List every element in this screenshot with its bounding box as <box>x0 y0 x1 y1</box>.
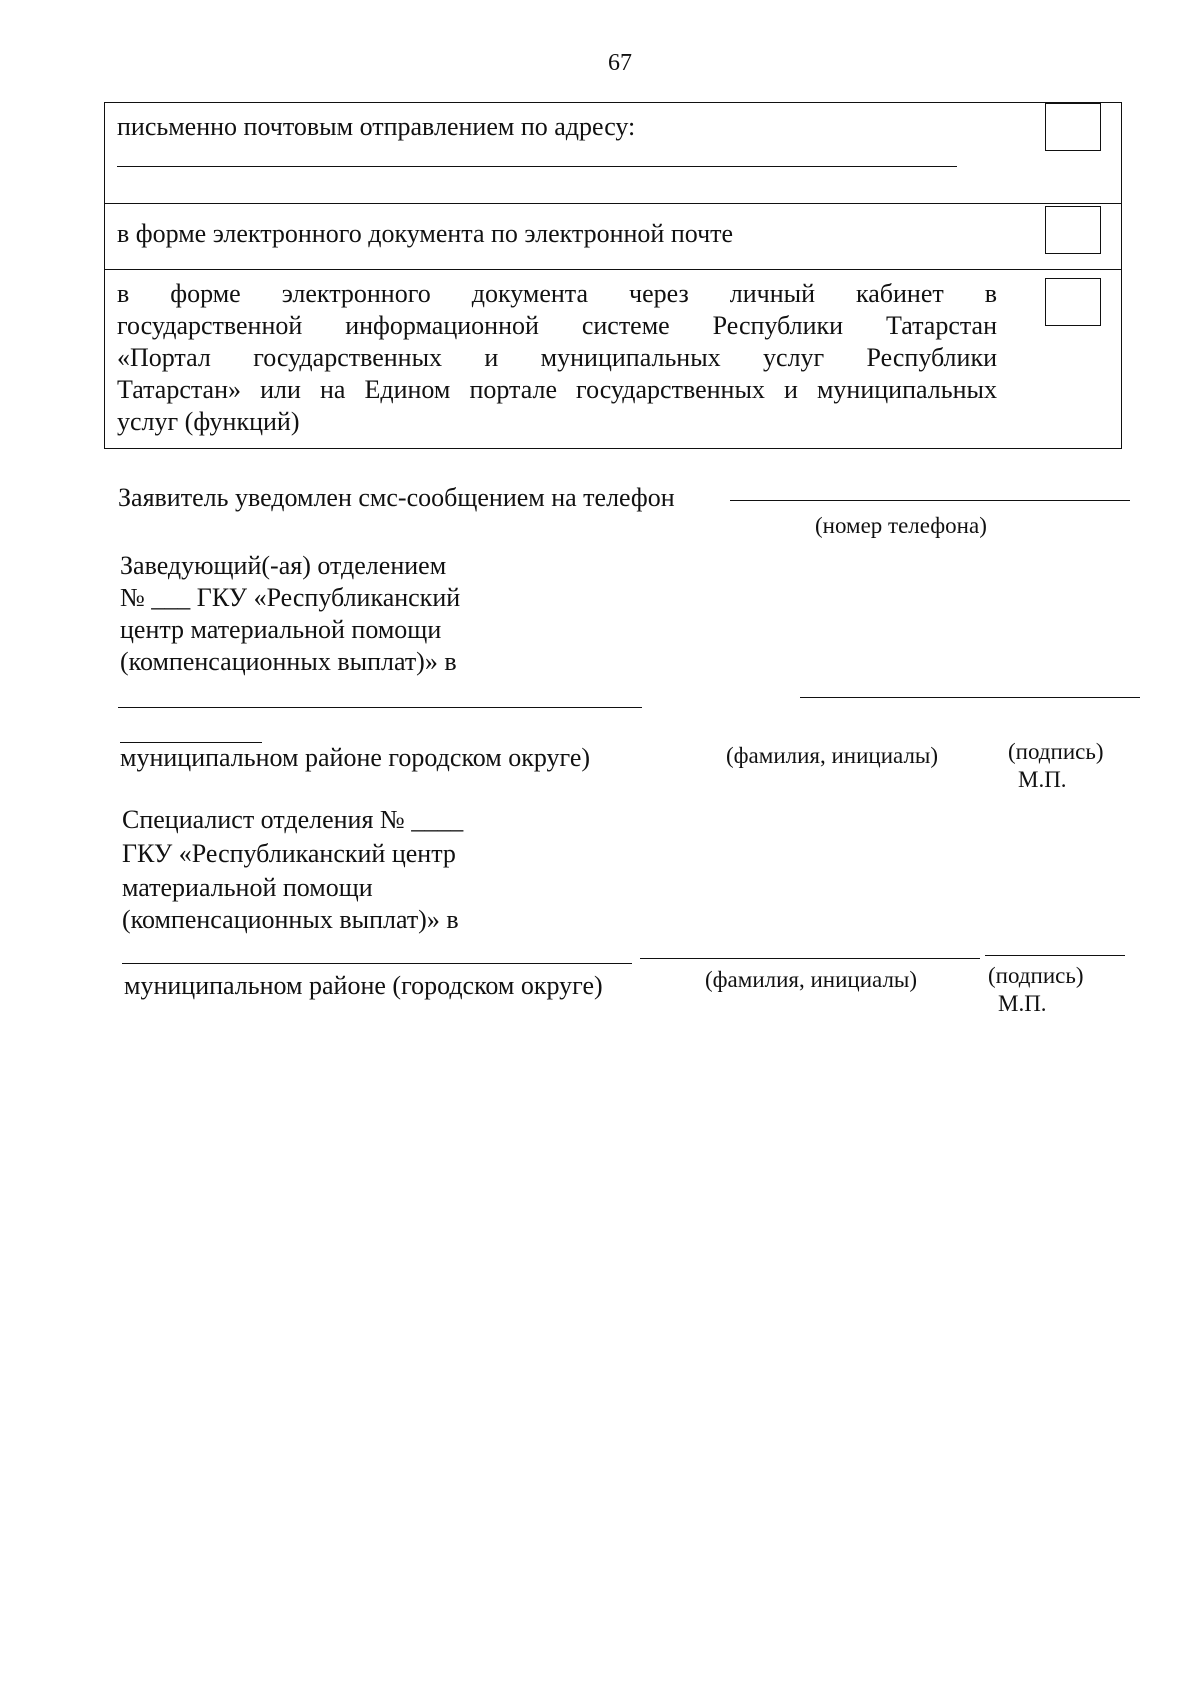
specialist-title-line: Специалист отделения № ____ <box>122 805 464 834</box>
checkbox-postal[interactable] <box>1045 103 1101 151</box>
option-row-portal <box>105 269 1121 448</box>
head-signature-line[interactable] <box>800 697 1140 698</box>
option-label-postal: письменно почтовым отправлением по адресу: <box>117 112 636 141</box>
option-label-portal-line: Татарстан» или на Едином портале государственных и муниципальных <box>117 375 997 404</box>
option-label-portal-line: в форме электронного документа через личный кабинет в <box>117 279 997 308</box>
specialist-signature-line[interactable] <box>985 955 1125 956</box>
phone-input-line[interactable] <box>730 500 1130 501</box>
head-title-line: (компенсационных выплат)» в <box>120 647 457 676</box>
head-title-line: Заведующий(-ая) отделением <box>120 551 447 580</box>
head-name-caption: (фамилия, инициалы) <box>726 743 939 768</box>
specialist-name-caption: (фамилия, инициалы) <box>705 967 918 992</box>
option-label-portal-line: «Портал государственных и муниципальных услуг Республики <box>117 343 997 372</box>
specialist-sign-caption: (подпись) <box>988 963 1084 988</box>
head-district-text: муниципальном районе городском округе) <box>120 743 591 772</box>
page-number: 67 <box>608 50 632 76</box>
specialist-name-line[interactable] <box>640 958 980 959</box>
head-sign-caption: (подпись) <box>1008 739 1104 764</box>
specialist-title-line: ГКУ «Республиканский центр <box>122 839 456 868</box>
specialist-stamp: М.П. <box>998 991 1047 1016</box>
option-row-email <box>105 203 1121 269</box>
head-title-line: № ___ ГКУ «Республиканский <box>120 583 461 612</box>
option-label-portal-line: услуг (функций) <box>117 407 300 436</box>
specialist-district-line[interactable] <box>122 963 632 964</box>
address-input-line[interactable] <box>117 166 957 167</box>
checkbox-email[interactable] <box>1045 206 1101 254</box>
option-row-postal <box>105 103 1121 203</box>
specialist-district-text: муниципальном районе (городском округе) <box>124 971 603 1000</box>
head-stamp: М.П. <box>1018 767 1067 792</box>
head-district-line[interactable] <box>118 707 642 708</box>
sms-notice-text: Заявитель уведомлен смс-сообщением на телефон <box>118 483 675 512</box>
checkbox-portal[interactable] <box>1045 278 1101 326</box>
delivery-options-table <box>104 102 1122 449</box>
specialist-title-line: материальной помощи <box>122 873 373 902</box>
option-label-portal <box>117 278 997 438</box>
option-label-portal-line: государственной информационной системе Республики Татарстан <box>117 311 997 340</box>
phone-caption: (номер телефона) <box>815 513 987 538</box>
option-label-email: в форме электронного документа по электронной почте <box>117 219 734 248</box>
head-title-line: центр материальной помощи <box>120 615 442 644</box>
specialist-title-line: (компенсационных выплат)» в <box>122 905 459 934</box>
